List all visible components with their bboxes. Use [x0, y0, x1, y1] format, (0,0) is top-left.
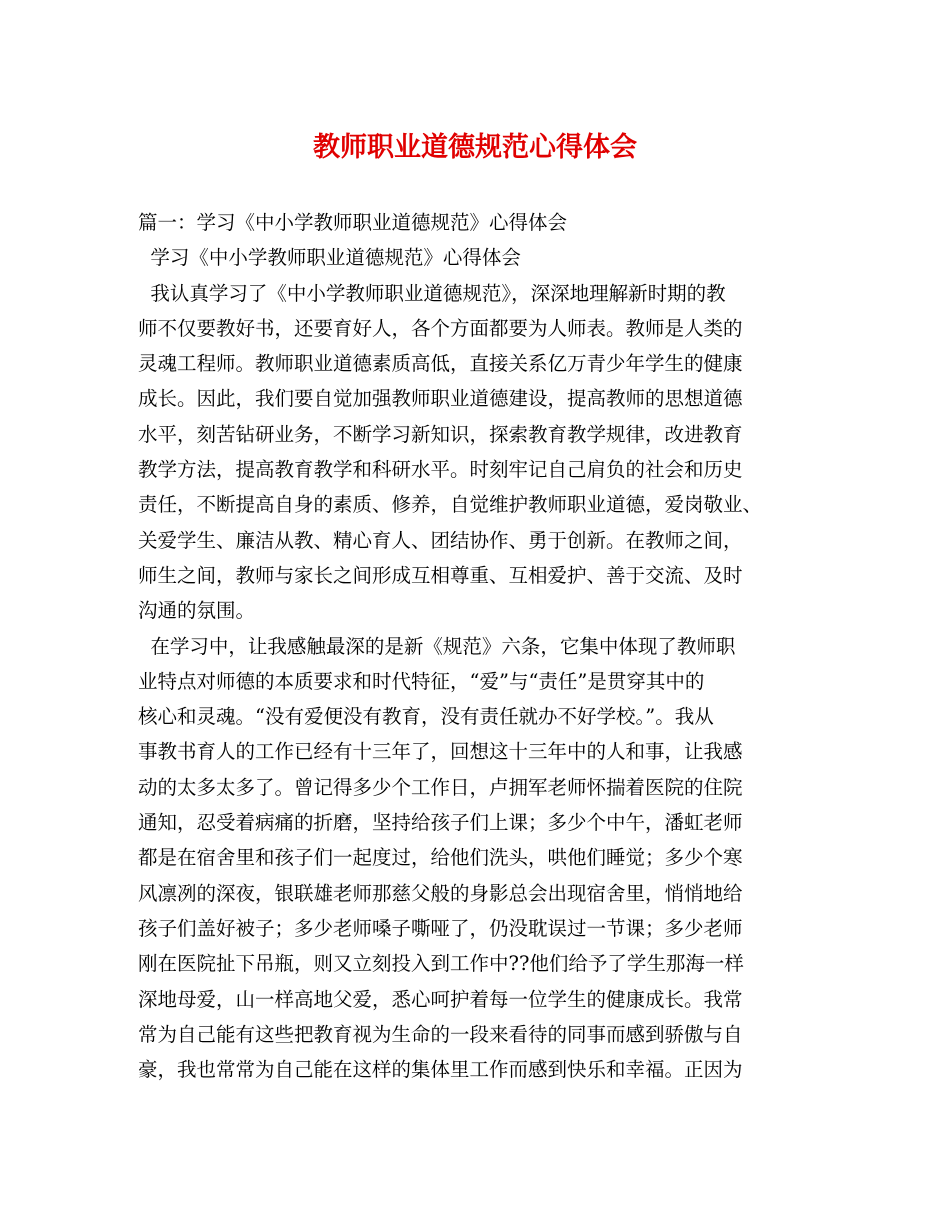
body-line: 事教书育人的工作已经有十三年了，回想这十三年中的人和事，让我感	[138, 740, 743, 764]
body-line: 责任，不断提高自身的素质、修养，自觉维护教师职业道德，爱岗敬业、	[138, 493, 763, 517]
body-line: 核心和灵魂。“没有爱便没有教育，没有责任就办不好学校。”。我从	[138, 705, 714, 729]
body-line: 篇一：学习《中小学教师职业道德规范》心得体会	[138, 211, 568, 234]
body-line: 关爱学生、廉洁从教、精心育人、团结协作、勇于创新。在教师之间，	[138, 528, 743, 552]
body-line: 师不仅要教好书，还要育好人，各个方面都要为人师表。教师是人类的	[138, 316, 743, 340]
body-line: 豪，我也常常为自己能在这样的集体里工作而感到快乐和幸福。正因为	[138, 1058, 743, 1082]
body-line: 风凛冽的深夜，银联雄老师那慈父般的身影总会出现宿舍里，悄悄地给	[138, 881, 743, 905]
document-body	[138, 205, 828, 1087]
body-line: 业特点对师德的本质要求和时代特征，“爱”与“责任”是贯穿其中的	[138, 669, 705, 693]
body-line: 动的太多太多了。曾记得多少个工作日，卢拥军老师怀揣着医院的住院	[138, 775, 743, 799]
body-line: 成长。因此，我们要自觉加强教师职业道德建设，提高教师的思想道德	[138, 387, 743, 411]
body-line: 通知，忍受着病痛的折磨，坚持给孩子们上课；多少个中午，潘虹老师	[138, 811, 743, 835]
body-line: 在学习中，让我感触最深的是新《规范》六条，它集中体现了教师职	[138, 634, 736, 658]
body-line: 深地母爱，山一样高地父爱，悉心呵护着每一位学生的健康成长。我常	[138, 987, 743, 1011]
body-line: 学习《中小学教师职业道德规范》心得体会	[138, 246, 521, 270]
body-line: 沟通的氛围。	[138, 599, 256, 623]
body-line: 都是在宿舍里和孩子们一起度过，给他们洗头，哄他们睡觉；多少个寒	[138, 846, 743, 870]
body-line: 我认真学习了《中小学教师职业道德规范》，深深地理解新时期的教	[138, 281, 726, 305]
body-line: 师生之间，教师与家长之间形成互相尊重、互相爱护、善于交流、及时	[138, 563, 743, 587]
body-line: 灵魂工程师。教师职业道德素质高低，直接关系亿万青少年学生的健康	[138, 352, 743, 376]
body-line: 水平，刻苦钻研业务，不断学习新知识，探索教育教学规律，改进教育	[138, 422, 743, 446]
body-line: 常为自己能有这些把教育视为生命的一段来看待的同事而感到骄傲与自	[138, 1022, 743, 1046]
body-line: 教学方法，提高教育教学和科研水平。时刻牢记自己肩负的社会和历史	[138, 458, 743, 482]
body-line: 孩子们盖好被子；多少老师嗓子嘶哑了，仍没耽误过一节课；多少老师	[138, 916, 743, 940]
body-line: 刚在医院扯下吊瓶，则又立刻投入到工作中??他们给予了学生那海一样	[138, 952, 744, 976]
document-title: 教师职业道德规范心得体会	[313, 132, 637, 163]
